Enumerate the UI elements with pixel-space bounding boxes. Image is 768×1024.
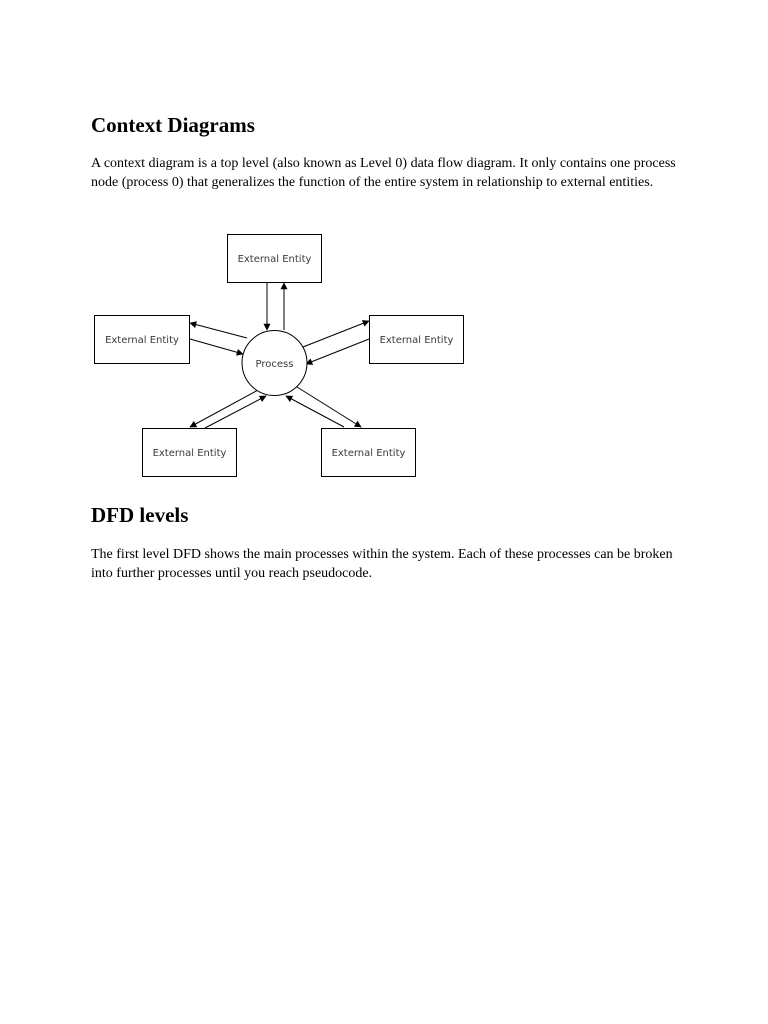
section-heading-context-diagrams: Context Diagrams (91, 113, 255, 137)
context-diagram-paragraph: A context diagram is a top level (also known as Level 0) data flow diagram. It only contains one process node (process 0) that generalizes the function of the entire system in relationship to external entities. (91, 156, 676, 190)
flow-arrow-right-in (306, 339, 369, 364)
section-heading-dfd-levels: DFD levels (91, 503, 189, 527)
process-label: Process (255, 359, 294, 370)
flow-arrow-bottom-left-in (205, 396, 266, 428)
dfd-levels-paragraph: The first level DFD shows the main processes within the system. Each of these processes can be broken into further processes until you reach pseudocode. (91, 547, 673, 581)
flow-arrow-left-out (190, 323, 247, 338)
entity-label: External Entity (237, 254, 312, 265)
entity-label: External Entity (105, 335, 179, 346)
external-entity-bottom-left (143, 429, 237, 477)
external-entity-right (370, 316, 464, 364)
external-entity-top (228, 235, 322, 283)
context-diagram (0, 0, 768, 500)
entity-label: External Entity (331, 448, 406, 459)
external-entity-bottom-right (322, 429, 416, 477)
flow-arrow-left-in (190, 339, 243, 354)
process-node (242, 331, 307, 396)
entity-label: External Entity (152, 448, 227, 459)
entity-label: External Entity (379, 335, 454, 346)
flow-arrow-bottom-left-out (190, 390, 258, 427)
external-entity-left (95, 316, 190, 364)
